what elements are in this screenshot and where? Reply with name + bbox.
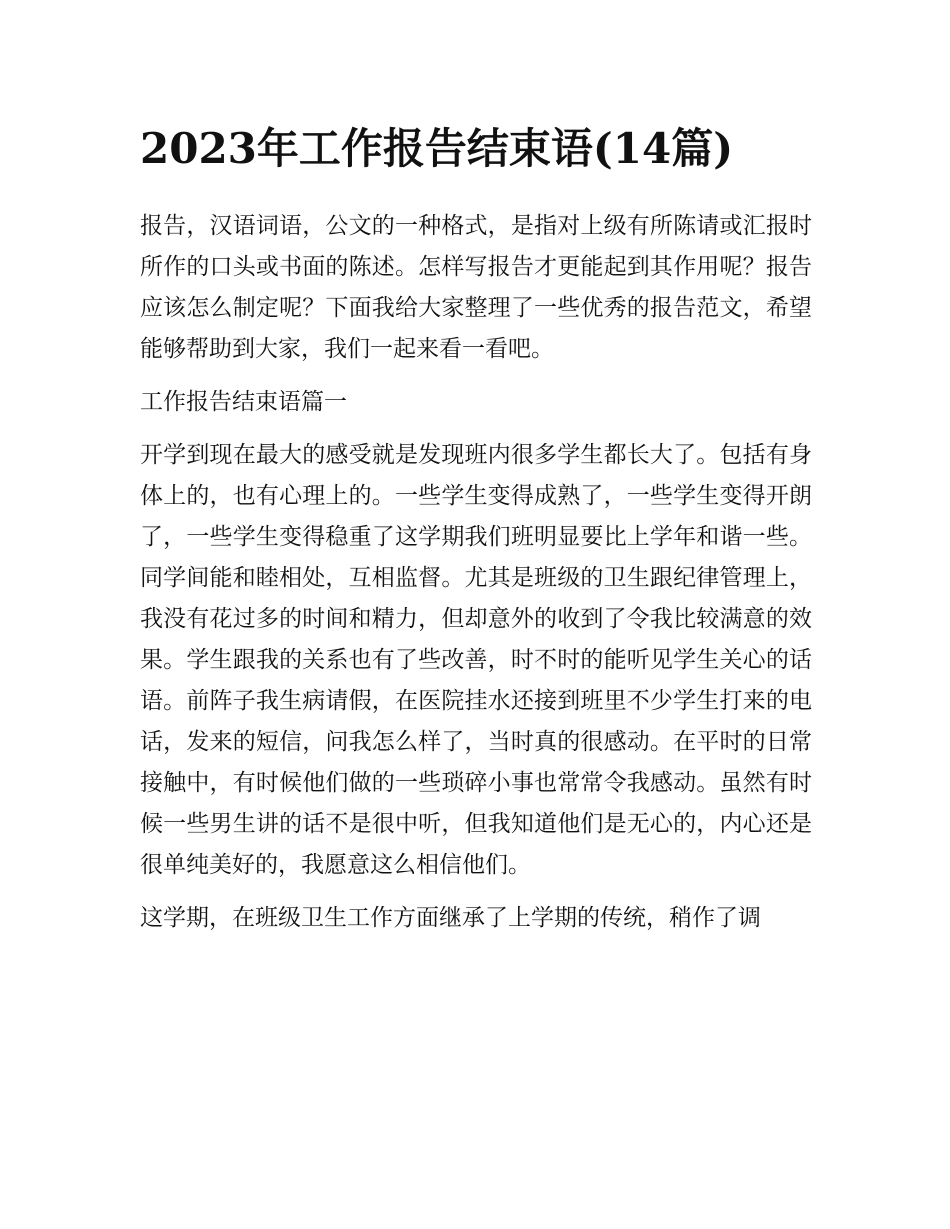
body-paragraph-1: 开学到现在最大的感受就是发现班内很多学生都长大了。包括有身体上的，也有心理上的。一些学生变得成熟了，一些学生变得开朗了，一些学生变得稳重了这学期我们班明显要比上学年和谐一些。同学间能和睦相处，互相监督。尤其是班级的卫生跟纪律管理上，我没有花过多的时间和精力，但却意外的收到了令我比较满意的效果。学生跟我的关系也有了些改善，时不时的能听见学生关心的话语。前阵子我生病请假，在医院挂水还接到班里不少学生打来的电话，发来的短信，问我怎么样了，当时真的很感动。在平时的日常接触中，有时候他们做的一些琐碎小事也常常令我感动。虽然有时候一些男生讲的话不是很中听，但我知道他们是无心的，内心还是很单纯美好的，我愿意这么相信他们。 bbox=[140, 442, 812, 878]
intro-paragraph: 报告，汉语词语，公文的一种格式，是指对上级有所陈请或汇报时所作的口头或书面的陈述。怎样写报告才更能起到其作用呢？报告应该怎么制定呢？下面我给大家整理了一些优秀的报告范文，希望能够帮助到大家，我们一起来看一看吧。 bbox=[140, 213, 812, 362]
section-heading: 工作报告结束语篇一 bbox=[140, 389, 347, 415]
document-title: 2023年工作报告结束语(14篇) bbox=[140, 124, 734, 173]
body-paragraph-2: 这学期，在班级卫生工作方面继承了上学期的传统，稍作了调 bbox=[140, 905, 761, 931]
document-page bbox=[140, 118, 812, 951]
